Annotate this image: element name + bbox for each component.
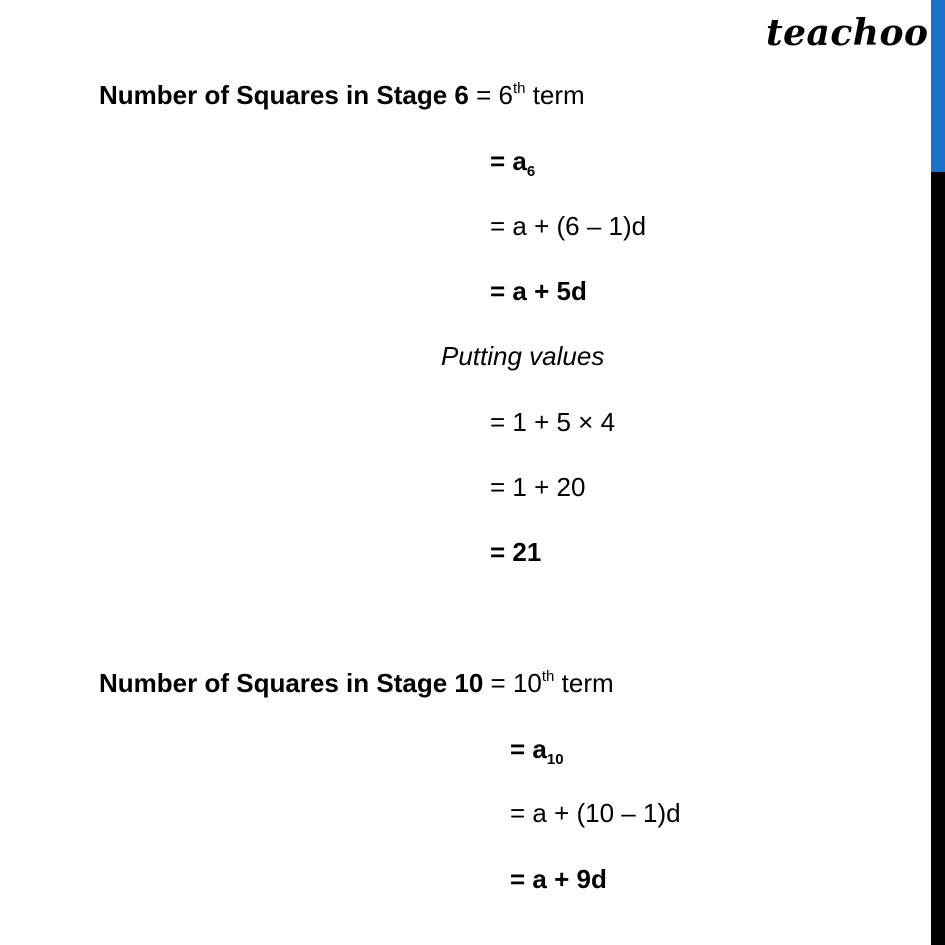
stage6-step6: = 21	[490, 537, 542, 567]
stage10-step3: = a + 9d	[510, 864, 607, 894]
stage10-heading-eq: = 10	[483, 668, 542, 698]
stage6-heading-tail: term	[525, 80, 585, 110]
stage10-step1	[510, 733, 564, 768]
stage10-step1-sub: 10	[546, 751, 564, 768]
stage6-heading-line	[99, 79, 585, 111]
sidebar-accent-bar	[931, 0, 945, 172]
stage10-heading-sup: th	[541, 668, 555, 685]
stage6-heading-sup: th	[512, 80, 526, 97]
stage10-heading-tail: term	[554, 668, 614, 698]
stage6-step4: = 1 + 5 × 4	[490, 407, 616, 437]
stage10-heading-line	[99, 667, 614, 699]
stage6-step5: = 1 + 20	[490, 472, 586, 502]
stage6-step3: = a + 5d	[490, 276, 587, 306]
stage10-heading: Number of Squares in Stage 10	[99, 668, 484, 698]
right-sidebar	[931, 0, 945, 945]
stage6-note: Putting values	[441, 341, 605, 371]
stage6-step2: = a + (6 – 1)d	[490, 211, 647, 241]
stage6-heading-eq: = 6	[468, 80, 513, 110]
stage10-step2: = a + (10 – 1)d	[510, 798, 681, 828]
stage6-heading: Number of Squares in Stage 6	[99, 80, 469, 110]
stage6-step1-prefix: = a	[490, 146, 527, 176]
teachoo-logo: teachoo	[766, 12, 929, 54]
stage6-step1-sub: 6	[526, 163, 536, 180]
stage10-step1-prefix: = a	[510, 734, 547, 764]
stage6-step1	[490, 145, 536, 180]
